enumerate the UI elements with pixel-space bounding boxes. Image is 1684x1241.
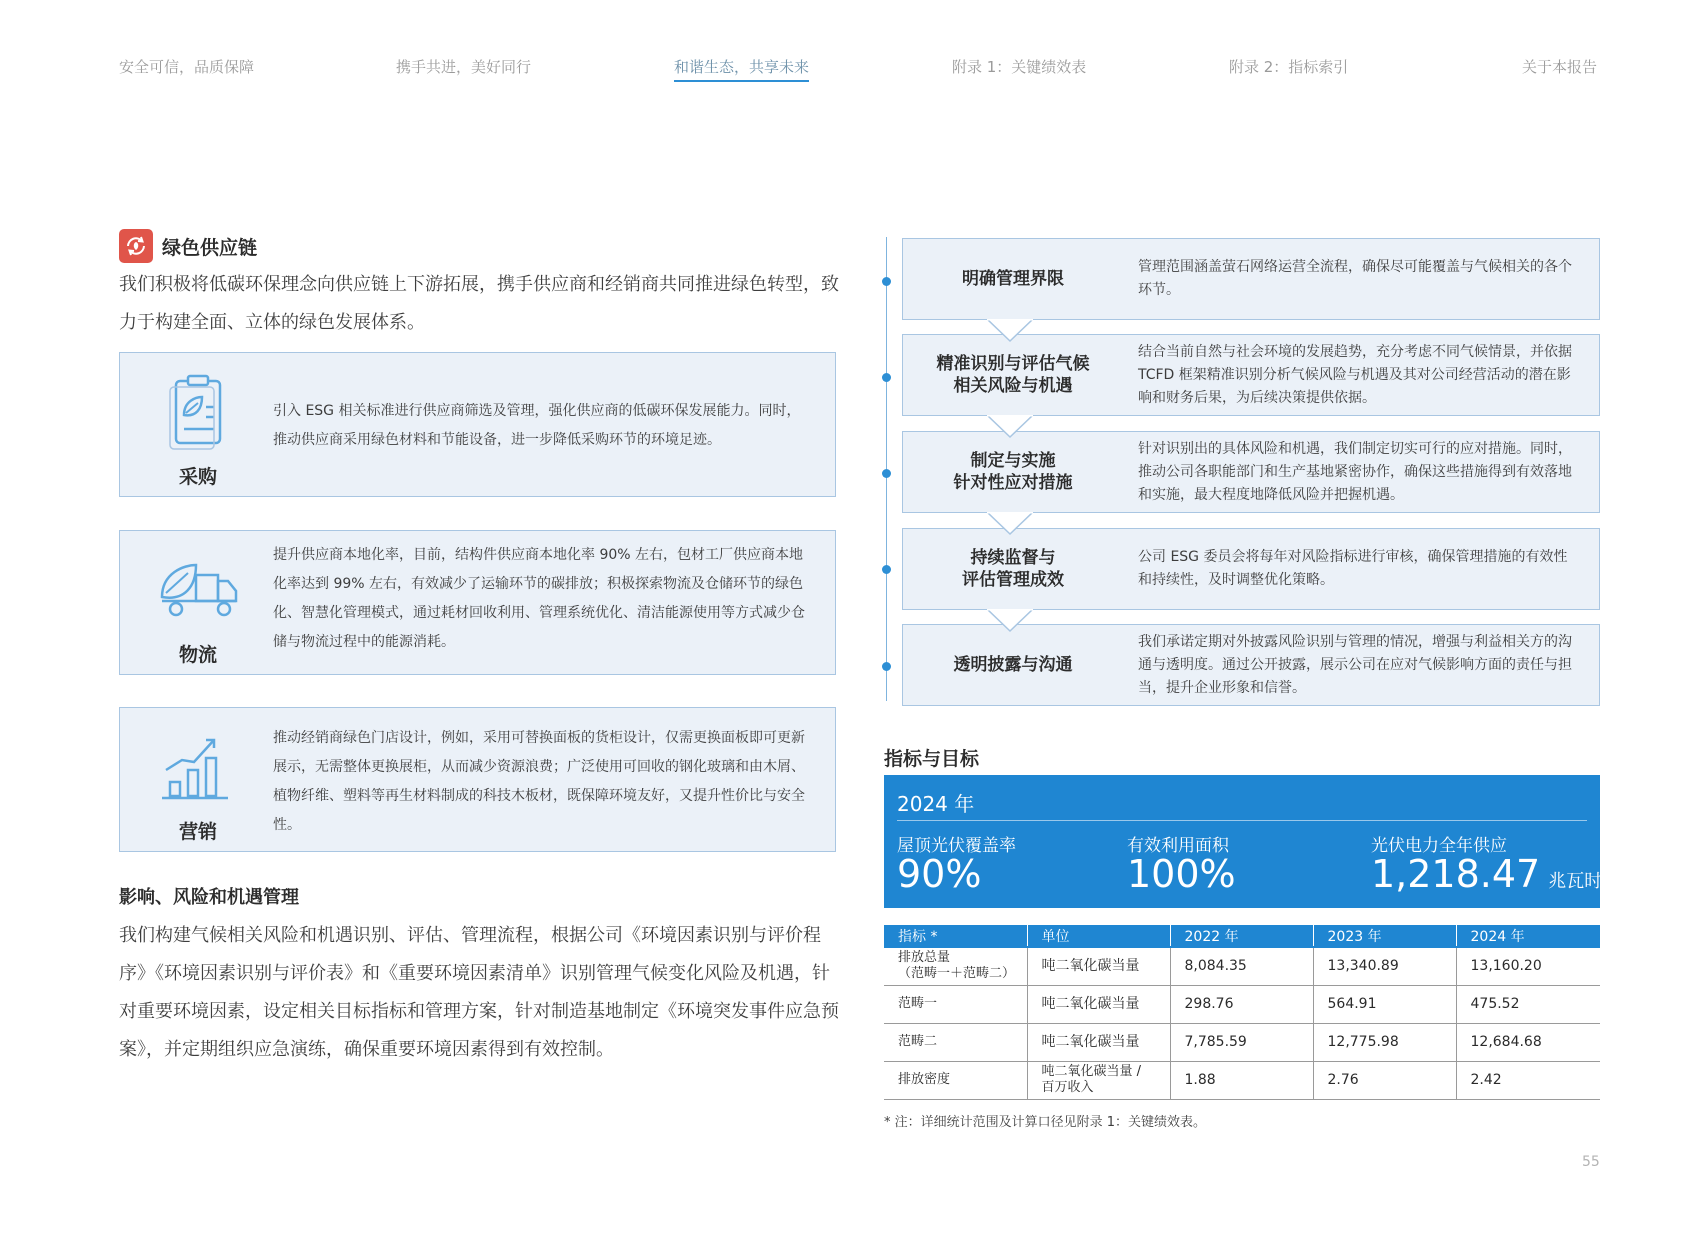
- nav-item-about[interactable]: 关于本报告: [1522, 58, 1598, 76]
- kpi-label: 光伏电力全年供应: [1371, 836, 1507, 856]
- nav-item-safety[interactable]: 安全可信，品质保障: [119, 58, 255, 76]
- table-header: 2022 年: [1170, 925, 1313, 947]
- table-row: [884, 985, 1600, 1023]
- page-number: 55: [1582, 1154, 1600, 1170]
- nav-item-cooperation[interactable]: 携手共进，美好同行: [396, 58, 532, 76]
- section-title: [119, 229, 257, 263]
- kpi-value: 90%: [897, 852, 982, 896]
- table-row: [884, 1061, 1600, 1099]
- kpi-label: 屋顶光伏覆盖率: [897, 836, 1016, 856]
- kpi-value: 100%: [1127, 852, 1236, 896]
- table-cell-indicator: 排放密度: [884, 1061, 1027, 1099]
- card-logistics-desc: 提升供应商本地化率，目前，结构件供应商本地化率 90% 左右，包材工厂供应商本地化率达到 99% 左右，有效减少了运输环节的碳排放；积极探索物流及仓储环节的绿色化、智慧化管理模式，通过耗材回收利用、管理系统优化、清洁能源使用等方式减少仓储与物流过程中的能源消耗。: [273, 547, 805, 650]
- flow-step: [902, 334, 1600, 416]
- kpi-label: 有效利用面积: [1127, 836, 1229, 856]
- kpi-value-with-unit: 1,218.47 兆瓦时: [1371, 852, 1603, 896]
- bar-chart-growth-icon: [148, 730, 248, 810]
- nav-item-appendix-2[interactable]: 附录 2：指标索引: [1229, 58, 1349, 76]
- flow-step-desc: 针对识别出的具体风险和机遇，我们制定切实可行的应对措施。同时，推动公司各职能部门和生产基地紧密协作，确保这些措施得到有效落地和实施，最大程度地降低风险并把握机遇。: [1138, 440, 1572, 503]
- section-title-label: 绿色供应链: [162, 236, 258, 259]
- flow-step-title: 制定与实施 针对性应对措施: [953, 451, 1073, 493]
- flow-step-title: 精准识别与评估气候 相关风险与机遇: [936, 354, 1090, 396]
- table-row: [884, 947, 1600, 985]
- nav-item-ecology[interactable]: 和谐生态，共享未来: [674, 56, 809, 82]
- truck-leaf-icon: [148, 559, 248, 639]
- table-cell: 1.88: [1170, 1061, 1313, 1099]
- intro-paragraph: 我们积极将低碳环保理念向供应链上下游拓展，携手供应商和经销商共同推进绿色转型，致力于构建全面、立体的绿色发展体系。: [119, 274, 839, 333]
- flow-step-title: 透明披露与沟通: [953, 655, 1073, 675]
- table-cell: 2.76: [1313, 1061, 1456, 1099]
- table-cell-unit: 吨二氧化碳当量: [1027, 947, 1170, 985]
- card-marketing: [119, 707, 836, 852]
- kpi-unit: 兆瓦时: [1548, 871, 1603, 892]
- card-marketing-desc: 推动经销商绿色门店设计，例如，采用可替换面板的货柜设计，仅需更换面板即可更新展示，无需整体更换展柜，从而减少资源浪费；广泛使用可回收的钢化玻璃和由木屑、植物纤维、塑料等再生材料制成的科技木板材，既保障环境友好，又提升性价比与安全性。: [273, 730, 805, 833]
- table-cell: 13,160.20: [1456, 947, 1600, 985]
- table-header-row: [884, 925, 1600, 947]
- kpi-panel: [884, 775, 1603, 908]
- table-cell: 12,684.68: [1456, 1023, 1600, 1061]
- table-cell: 12,775.98: [1313, 1023, 1456, 1061]
- flow-step-desc: 公司 ESG 委员会将每年对风险指标进行审核，确保管理措施的有效性和持续性，及时调整优化策略。: [1138, 549, 1568, 588]
- table-cell: 564.91: [1313, 985, 1456, 1023]
- flow-step: [902, 238, 1600, 320]
- table-cell: 2.42: [1456, 1061, 1600, 1099]
- table-cell: 475.52: [1456, 985, 1600, 1023]
- nav-item-appendix-1[interactable]: 附录 1：关键绩效表: [952, 58, 1087, 76]
- clipboard-leaf-icon: [148, 373, 248, 453]
- flow-step-desc: 结合当前自然与社会环境的发展趋势，充分考虑不同气候情景，并依据 TCFD 框架精准识别分析气候风险与机遇及其对公司经营活动的潜在影响和财务后果，为后续决策提供依据。: [1138, 343, 1572, 406]
- targets-title: 指标与目标: [884, 748, 980, 770]
- kpi-divider: [897, 820, 1587, 821]
- chevron-down-icon: [986, 415, 1034, 439]
- top-nav: [119, 56, 1601, 84]
- supply-chain-badge-icon: [119, 229, 153, 263]
- table-header: 单位: [1027, 925, 1170, 947]
- table-cell-unit: 吨二氧化碳当量: [1027, 1023, 1170, 1061]
- table-cell-unit: 吨二氧化碳当量 / 百万收入: [1027, 1061, 1170, 1099]
- flow-step-desc: 管理范围涵盖萤石网络运营全流程，确保尽可能覆盖与气候相关的各个环节。: [1138, 259, 1572, 298]
- risk-management-paragraph: 我们构建气候相关风险和机遇识别、评估、管理流程，根据公司《环境因素识别与评价程序》《环境因素识别与评价表》和《重要环境因素清单》识别管理气候变化风险及机遇，针对重要环境因素，设定相关目标指标和管理方案，针对制造基地制定《环境突发事件应急预案》，并定期组织应急演练，确保重要环境因素得到有效控制。: [119, 925, 839, 1060]
- table-header: 指标 *: [884, 925, 1027, 947]
- table-cell-indicator: 范畴二: [884, 1023, 1027, 1061]
- chevron-down-icon: [986, 319, 1034, 343]
- table-cell: 13,340.89: [1313, 947, 1456, 985]
- chevron-down-icon: [986, 512, 1034, 536]
- chevron-down-icon: [986, 609, 1034, 633]
- table-row: [884, 1023, 1600, 1061]
- flow-dot: [882, 373, 891, 382]
- table-footnote: * 注：详细统计范围及计算口径见附录 1：关键绩效表。: [884, 1115, 1207, 1130]
- card-procurement-name: 采购: [178, 466, 217, 488]
- flow-step: [902, 431, 1600, 513]
- table-cell: 7,785.59: [1170, 1023, 1313, 1061]
- risk-management-title: 影响、风险和机遇管理: [119, 887, 299, 908]
- flow-step: [902, 624, 1600, 706]
- flow-step-title: 持续监督与 评估管理成效: [962, 548, 1064, 590]
- card-procurement: [119, 352, 836, 497]
- table-cell: 298.76: [1170, 985, 1313, 1023]
- flow-dot: [882, 565, 891, 574]
- flow-step-desc: 我们承诺定期对外披露风险识别与管理的情况，增强与利益相关方的沟通与透明度。通过公开披露，展示公司在应对气候影响方面的责任与担当，提升企业形象和信誉。: [1138, 633, 1572, 696]
- table-cell-unit: 吨二氧化碳当量: [1027, 985, 1170, 1023]
- card-procurement-desc: 引入 ESG 相关标准进行供应商筛选及管理，强化供应商的低碳环保发展能力。同时，推动供应商采用绿色材料和节能设备，进一步降低采购环节的环境足迹。: [273, 403, 801, 448]
- card-logistics: [119, 530, 836, 675]
- flow-dot: [882, 277, 891, 286]
- card-marketing-name: 营销: [178, 821, 217, 843]
- flow-step: [902, 528, 1600, 610]
- table-header: 2023 年: [1313, 925, 1456, 947]
- kpi-year: 2024 年: [897, 792, 975, 816]
- table-cell: 8,084.35: [1170, 947, 1313, 985]
- table-header: 2024 年: [1456, 925, 1600, 947]
- card-logistics-name: 物流: [178, 644, 217, 666]
- flow-dot: [882, 662, 891, 671]
- table-cell-indicator: 排放总量 （范畴一＋范畴二）: [884, 947, 1027, 985]
- emissions-table: [884, 925, 1600, 1100]
- flow-step-title: 明确管理界限: [962, 269, 1064, 289]
- table-cell-indicator: 范畴一: [884, 985, 1027, 1023]
- flow-dot: [882, 469, 891, 478]
